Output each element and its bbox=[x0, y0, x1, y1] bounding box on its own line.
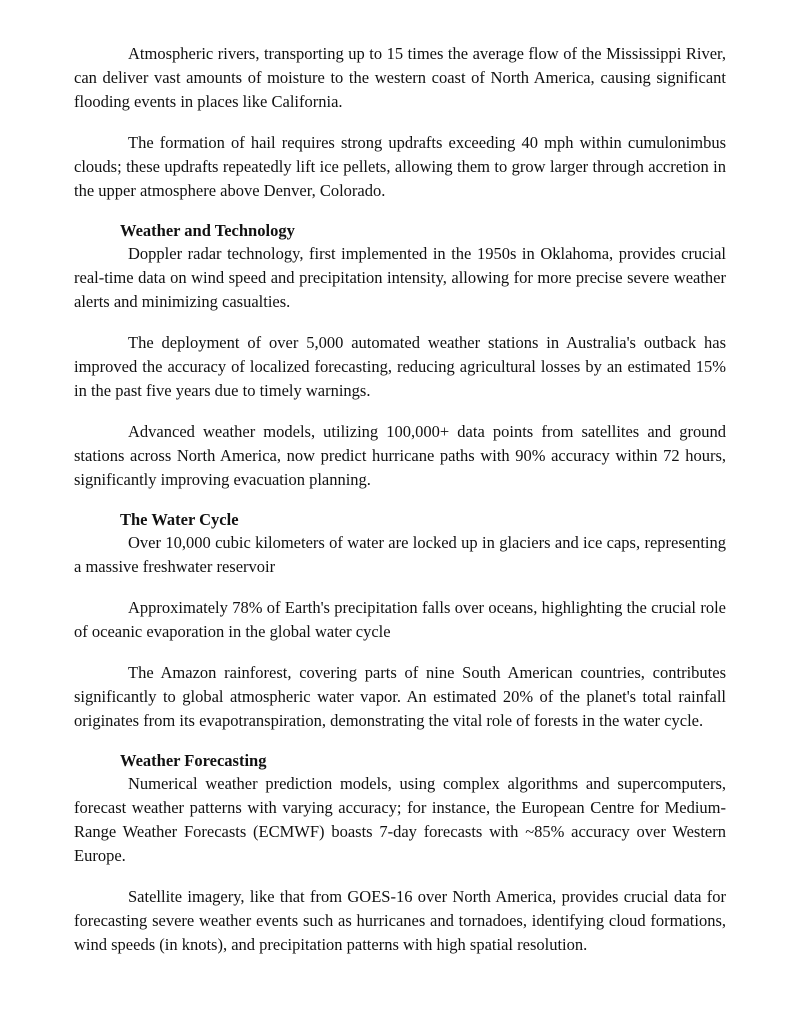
paragraph-doppler-radar: Doppler radar technology, first implemented in the 1950s in Oklahoma, provides crucial real-time data on wind speed and precipitation intensity, allowing for more precise severe weather alerts and minimizing casualties. bbox=[74, 244, 726, 311]
heading-the-water-cycle: The Water Cycle bbox=[120, 510, 239, 529]
paragraph-numerical-prediction: Numerical weather prediction models, using complex algorithms and supercomputers, forecast weather patterns with varying accuracy; for instance, the European Centre for Medium-Range Weather Forecasts (ECMWF) boasts 7-day forecasts with ~85% accuracy over Western Europe. bbox=[74, 774, 726, 865]
paragraph-atmospheric-rivers: Atmospheric rivers, transporting up to 15 times the average flow of the Mississippi River, can deliver vast amounts of moisture to the western coast of North America, causing significant flooding events in places like California. bbox=[74, 44, 726, 111]
paragraph-hail-formation: The formation of hail requires strong updrafts exceeding 40 mph within cumulonimbus clouds; these updrafts repeatedly lift ice pellets, allowing them to grow larger through accretion in the upper atmosphere above Denver, Colorado. bbox=[74, 133, 726, 200]
heading-weather-forecasting: Weather Forecasting bbox=[120, 751, 267, 770]
paragraph-weather-stations: The deployment of over 5,000 automated weather stations in Australia's outback has improved the accuracy of localized forecasting, reducing agricultural losses by an estimated 15% in the past five years due to timely warnings. bbox=[74, 333, 726, 400]
paragraph-glaciers: Over 10,000 cubic kilometers of water are locked up in glaciers and ice caps, representing a massive freshwater reservoir bbox=[74, 533, 726, 576]
document-page bbox=[74, 42, 726, 974]
paragraph-ocean-precipitation: Approximately 78% of Earth's precipitation falls over oceans, highlighting the crucial role of oceanic evaporation in the global water cycle bbox=[74, 598, 726, 641]
paragraph-weather-models: Advanced weather models, utilizing 100,000+ data points from satellites and ground stations across North America, now predict hurricane paths with 90% accuracy within 72 hours, significantly improving evacuation planning. bbox=[74, 422, 726, 489]
paragraph-satellite-imagery: Satellite imagery, like that from GOES-16 over North America, provides crucial data for forecasting severe weather events such as hurricanes and tornadoes, identifying cloud formations, wind speeds (in knots), and precipitation patterns with high spatial resolution. bbox=[74, 887, 726, 954]
paragraph-amazon-rainforest: The Amazon rainforest, covering parts of nine South American countries, contributes significantly to global atmospheric water vapor. An estimated 20% of the planet's total rainfall originates from its evapotranspiration, demonstrating the vital role of forests in the water cycle. bbox=[74, 663, 726, 730]
heading-weather-and-technology: Weather and Technology bbox=[120, 221, 295, 240]
